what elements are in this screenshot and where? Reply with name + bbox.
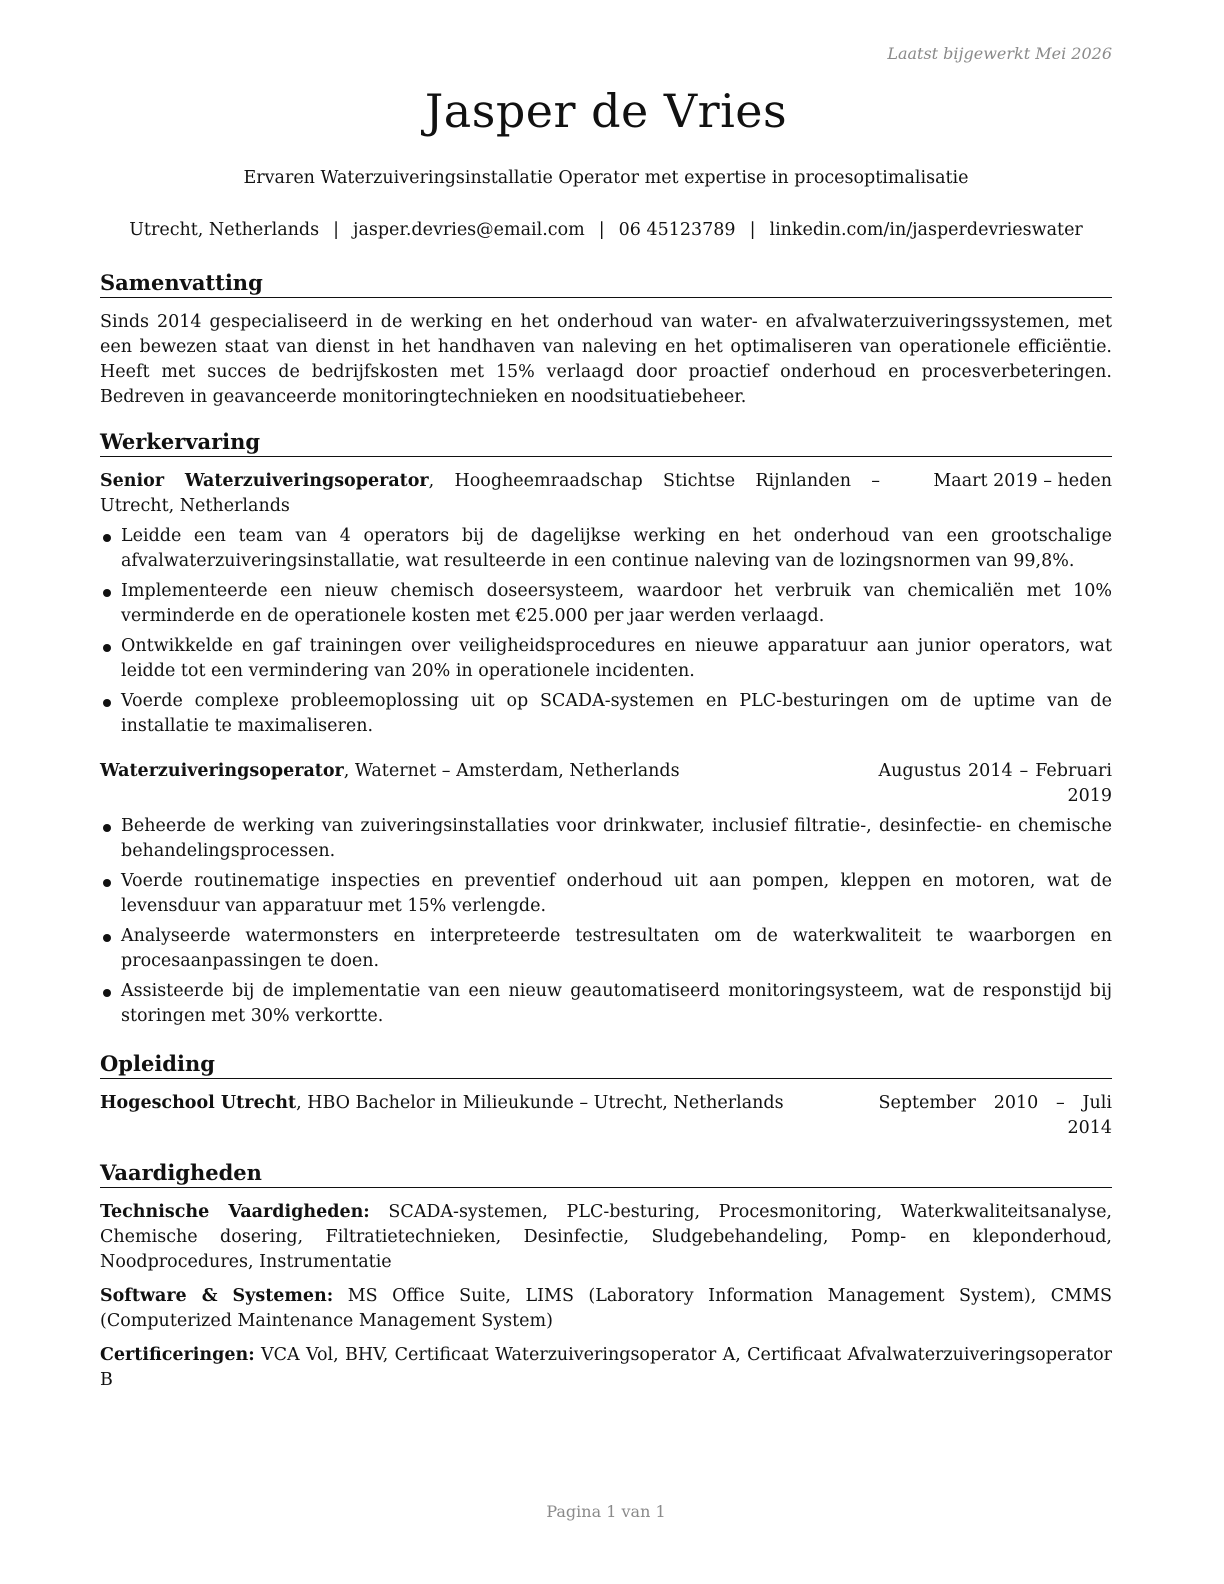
education-school: Hogeschool Utrecht	[100, 1093, 297, 1114]
contact-separator: |	[749, 220, 756, 240]
skill-label: Software & Systemen:	[100, 1286, 334, 1307]
skills-section	[100, 1160, 1112, 1402]
summary-section	[100, 270, 1112, 410]
job-role: Senior Waterzuiveringsoperator	[100, 471, 429, 492]
job-entry	[100, 469, 1112, 739]
list-item: Voerde complexe probleemoplossing uit op SCADA-systemen en PLC-besturingen om de uptime van de installatie te maximaliseren.	[100, 689, 1112, 739]
resume-page	[100, 0, 1112, 1584]
contact-linkedin[interactable]: linkedin.com/in/jasperdevrieswater	[769, 220, 1083, 240]
job-organization: , Waternet – Amsterdam, Netherlands	[343, 761, 680, 782]
contact-phone[interactable]: 06 45123789	[618, 220, 736, 240]
contact-separator: |	[333, 220, 340, 240]
skill-text: VCA Vol, BHV, Certificaat Waterzuiveringsoperator A, Certificaat Afvalwaterzuiveringsoperator B	[100, 1345, 1112, 1391]
education-section	[100, 1051, 1112, 1141]
summary-heading: Samenvatting	[100, 270, 1112, 298]
skill-label: Certificeringen:	[100, 1345, 255, 1366]
job-entry	[100, 759, 1112, 1029]
skill-text: MS Office Suite, LIMS (Laboratory Information Management System), CMMS (Computerized Maintenance Management System)	[100, 1286, 1112, 1332]
education-dates: September 2010 – Juli 2014	[878, 1093, 1112, 1139]
job-dates: Maart 2019 – heden	[933, 471, 1112, 492]
skill-label: Technische Vaardigheden:	[100, 1202, 370, 1223]
education-heading: Opleiding	[100, 1051, 1112, 1079]
tagline: Ervaren Waterzuiveringsinstallatie Operator met expertise in procesoptimalisatie	[243, 168, 969, 188]
contact-location: Utrecht, Netherlands	[129, 220, 320, 240]
job-role: Waterzuiveringsoperator	[100, 761, 344, 782]
last-updated: Laatst bijgewerkt Mei 2026	[887, 44, 1112, 63]
job-dates: Augustus 2014 – Februari 2019	[878, 761, 1112, 807]
list-item: Implementeerde een nieuw chemisch doseersysteem, waardoor het verbruik van chemicaliën met 10% verminderde en de operationele kosten met €25.000 per jaar werden verlaagd.	[100, 579, 1112, 629]
contact-line	[100, 220, 1112, 240]
job-header	[100, 469, 1112, 519]
job-bullets	[100, 524, 1112, 739]
job-bullets	[100, 814, 1112, 1029]
contact-email[interactable]: jasper.devries@email.com	[353, 220, 585, 240]
list-item: Ontwikkelde en gaf trainingen over veiligheidsprocedures en nieuwe apparatuur aan junior operators, wat leidde tot een vermindering van 20% in operationele incidenten.	[100, 634, 1112, 684]
job-title-line	[100, 759, 878, 809]
skill-group-software	[100, 1284, 1112, 1334]
summary-text: Sinds 2014 gespecialiseerd in de werking en het onderhoud van water- en afvalwaterzuiveringssystemen, met een bewezen staat van dienst in het handhaven van naleving en het optimaliseren van operationele efficiëntie. Heeft met succes de bedrijfskosten met 15% verlaagd door proactief onderhoud en procesverbeteringen. Bedreven in geavanceerde monitoringtechnieken en noodsituatiebeheer.	[100, 312, 1112, 408]
list-item: Voerde routinematige inspecties en preventief onderhoud uit aan pompen, kleppen en motoren, wat de levensduur van apparatuur met 15% verlengde.	[100, 869, 1112, 919]
page-number: Pagina 1 van 1	[546, 1502, 666, 1521]
experience-section	[100, 429, 1112, 1034]
job-header	[100, 759, 1112, 809]
education-line	[100, 1091, 878, 1141]
skill-group-certifications	[100, 1343, 1112, 1393]
education-detail: , HBO Bachelor in Milieukunde – Utrecht, Netherlands	[296, 1093, 784, 1114]
list-item: Beheerde de werking van zuiveringsinstallaties voor drinkwater, inclusief filtratie-, desinfectie- en chemische behandelingsprocessen.	[100, 814, 1112, 864]
list-item: Leidde een team van 4 operators bij de dagelijkse werking en het onderhoud van een grootschalige afvalwaterzuiveringsinstallatie, wat resulteerde in een continue naleving van de lozingsnormen van 99,8%.	[100, 524, 1112, 574]
job-title-line	[100, 469, 880, 519]
education-entry	[100, 1091, 1112, 1141]
job-organization: , Hoogheemraadschap Stichtse Rijnlanden – Utrecht, Netherlands	[100, 471, 881, 517]
skills-heading: Vaardigheden	[100, 1160, 1112, 1188]
skill-group-technical	[100, 1200, 1112, 1275]
list-item: Analyseerde watermonsters en interpreteerde testresultaten om de waterkwaliteit te waarborgen en procesaanpassingen te doen.	[100, 924, 1112, 974]
candidate-name: Jasper de Vries	[424, 84, 788, 138]
skill-text: SCADA-systemen, PLC-besturing, Procesmonitoring, Waterkwaliteitsanalyse, Chemische dosering, Filtratietechnieken, Desinfectie, Sludgebehandeling, Pomp- en kleponderhoud, Noodprocedures, Instrumentatie	[100, 1202, 1112, 1273]
experience-heading: Werkervaring	[100, 429, 1112, 457]
list-item: Assisteerde bij de implementatie van een nieuw geautomatiseerd monitoringsysteem, wat de responstijd bij storingen met 30% verkortte.	[100, 979, 1112, 1029]
contact-separator: |	[598, 220, 605, 240]
